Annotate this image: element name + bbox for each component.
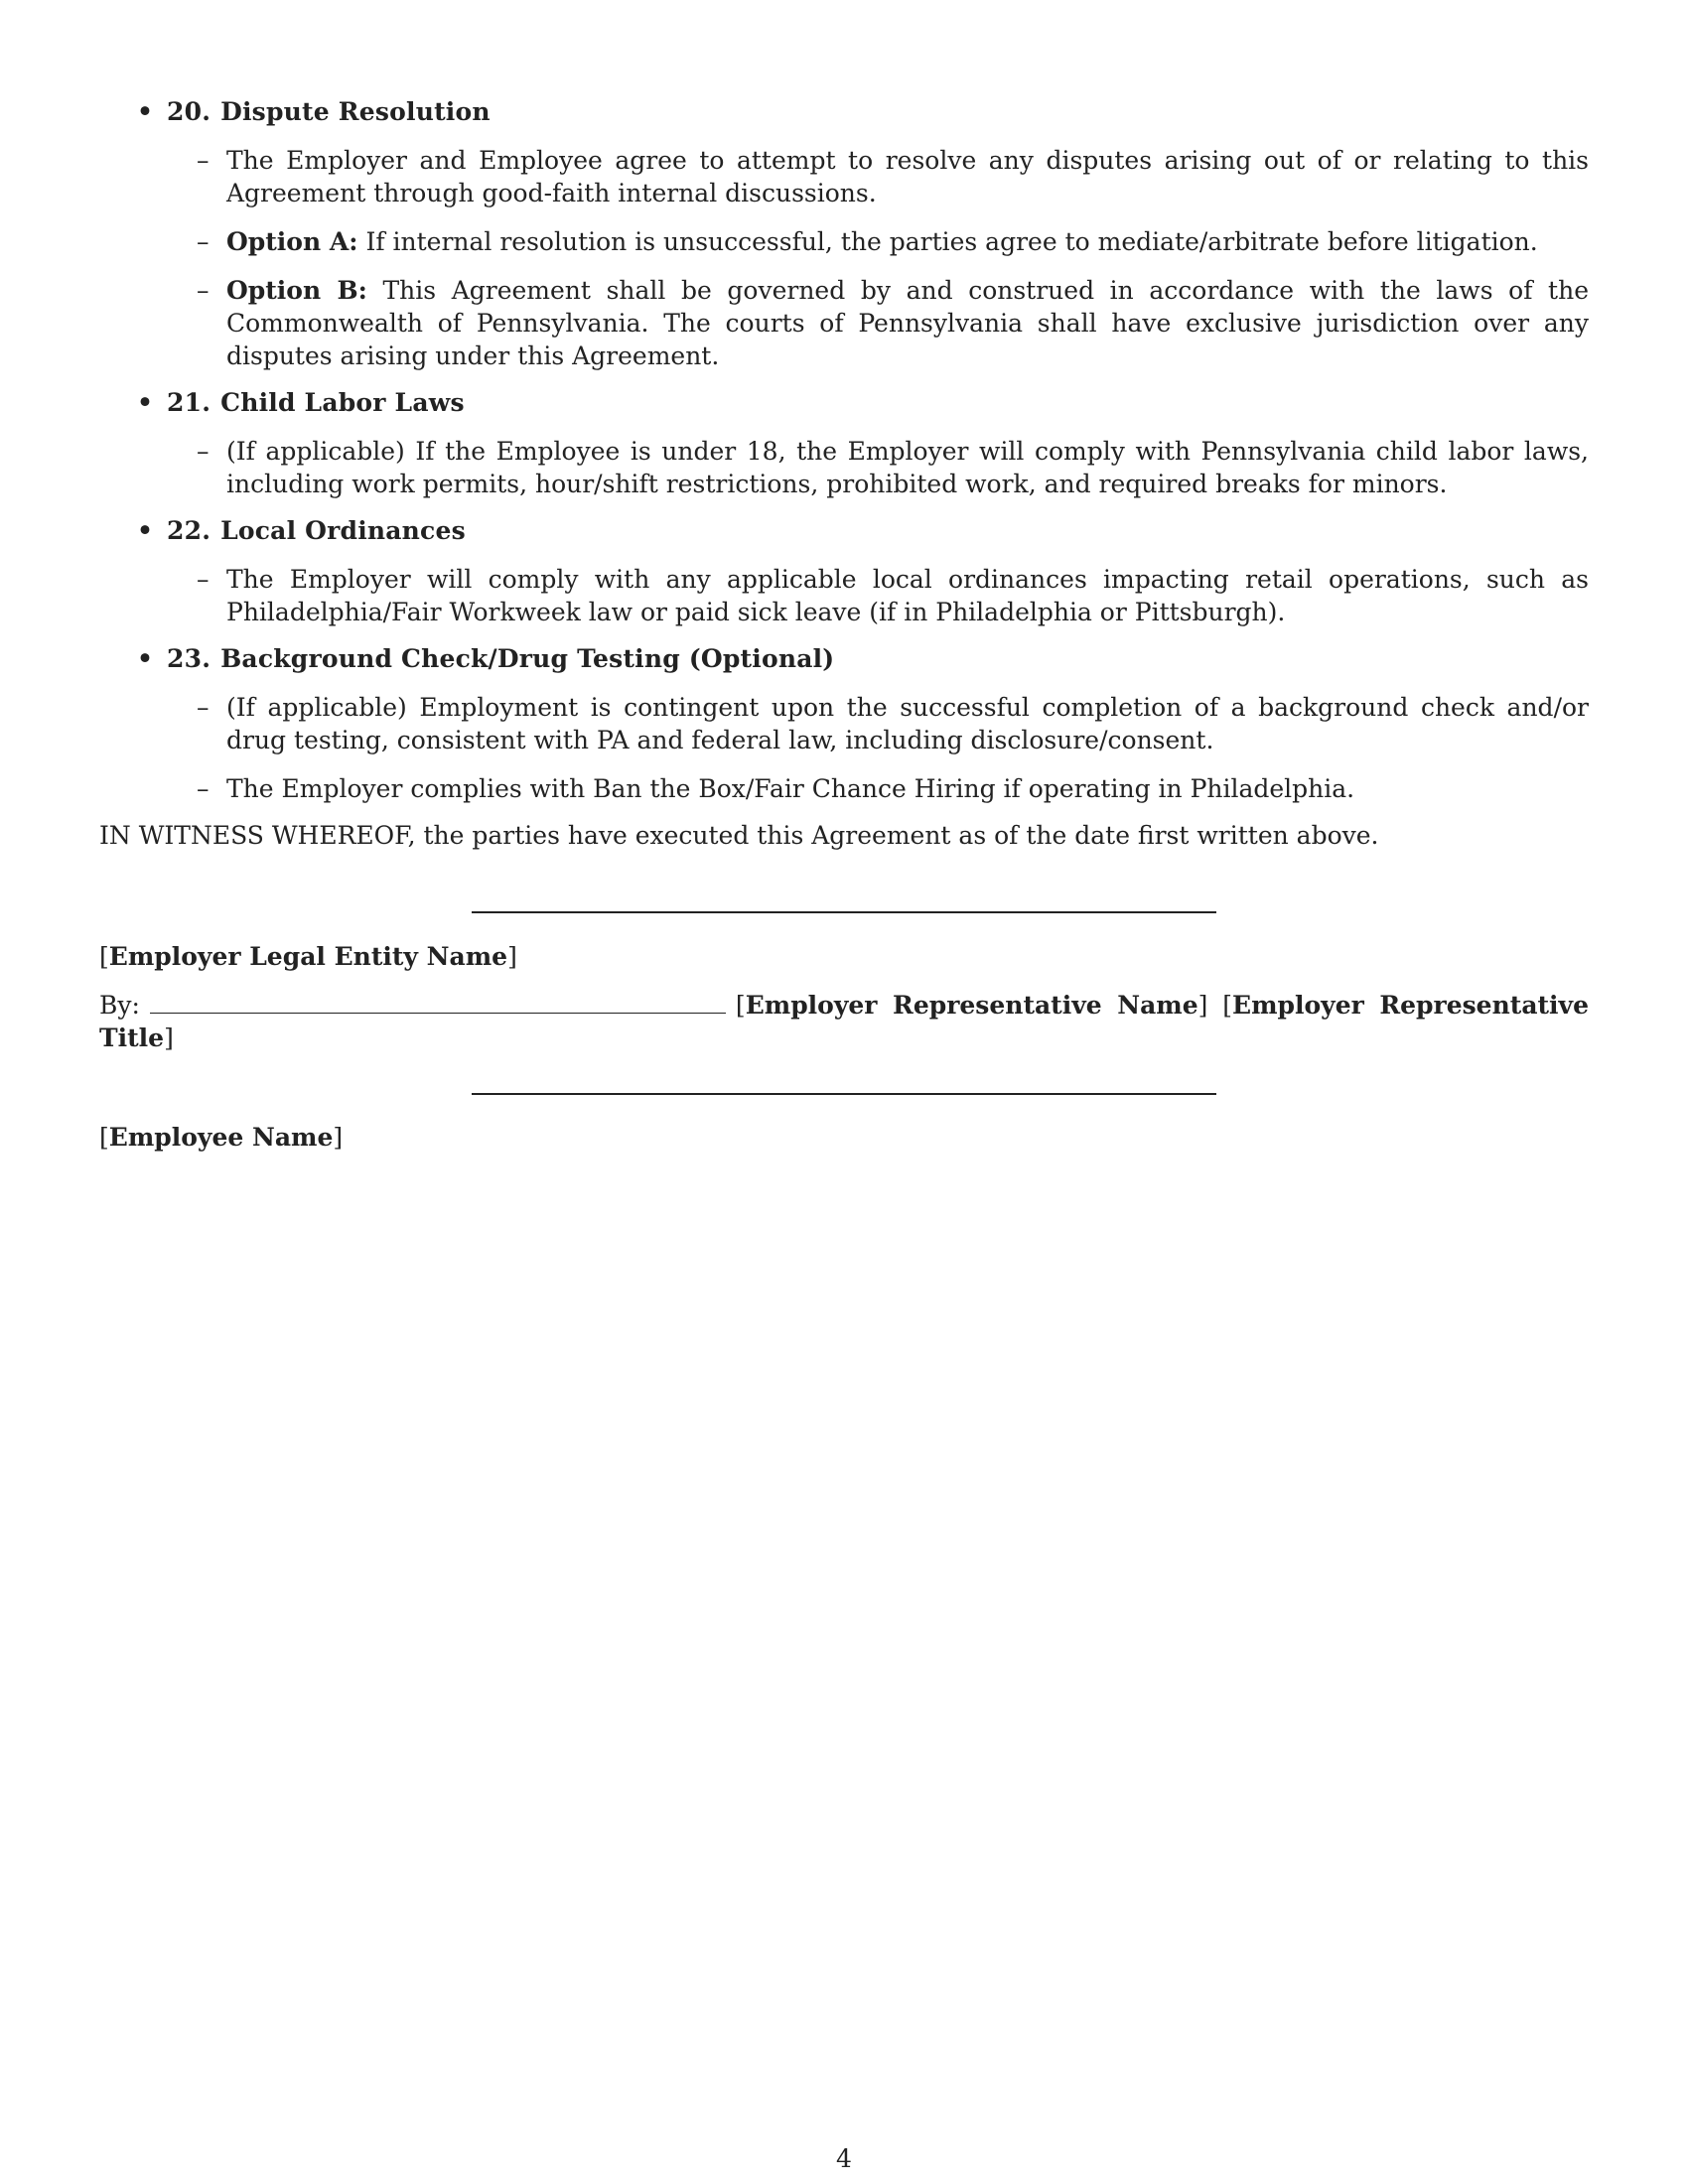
document-body bbox=[99, 95, 1589, 852]
dash-icon: – bbox=[197, 437, 210, 466]
section-number: 23. bbox=[167, 644, 211, 673]
section-title-text: Dispute Resolution bbox=[220, 97, 491, 126]
rep-title: Employer Representative Title bbox=[99, 991, 1589, 1052]
by-signature-line bbox=[150, 991, 726, 1014]
section-title bbox=[167, 514, 1589, 547]
sub-item-list bbox=[167, 691, 1589, 805]
item-text: The Employer complies with Ban the Box/Fair Chance Hiring if operating in Philadelphia. bbox=[226, 774, 1355, 803]
employer-signature-line bbox=[472, 911, 1216, 913]
dash-icon: – bbox=[197, 693, 210, 722]
section-title bbox=[167, 642, 1589, 675]
item-text: The Employer will comply with any applicable local ordinances impacting retail operations, such as Philadelphia/Fair Workweek law or paid sick leave (if in Philadelphia or Pittsburgh). bbox=[226, 565, 1589, 626]
dash-icon: – bbox=[197, 276, 210, 305]
employee-name-block: [Employee Name] bbox=[99, 1123, 344, 1152]
by-label: By: bbox=[99, 991, 140, 1020]
section-22 bbox=[99, 514, 1589, 628]
section-number: 21. bbox=[167, 388, 211, 417]
list-item bbox=[197, 563, 1589, 628]
dash-icon: – bbox=[197, 146, 210, 175]
item-text: If internal resolution is unsuccessful, the parties agree to mediate/arbitrate before litigation. bbox=[365, 227, 1538, 256]
dash-icon: – bbox=[197, 565, 210, 594]
witness-statement: IN WITNESS WHEREOF, the parties have executed this Agreement as of the date first written above. bbox=[99, 821, 1379, 850]
by-block: By: [Employer Representative Name] [Employer Representative Title] bbox=[99, 991, 1589, 1052]
section-title-text: Local Ordinances bbox=[220, 516, 466, 545]
employer-entity-block: [Employer Legal Entity Name] bbox=[99, 942, 517, 971]
item-text: This Agreement shall be governed by and construed in accordance with the laws of the Commonwealth of Pennsylvania. The courts of Pennsylvania shall have exclusive jurisdiction over any disputes arising under this Agreement. bbox=[226, 276, 1589, 370]
employee-name: Employee Name bbox=[108, 1123, 334, 1152]
item-text: (If applicable) Employment is contingent upon the successful completion of a background check and/or drug testing, consistent with PA and federal law, including disclosure/consent. bbox=[226, 693, 1589, 754]
list-item bbox=[197, 144, 1589, 209]
list-item bbox=[197, 225, 1589, 258]
list-item bbox=[197, 435, 1589, 500]
option-label: Option A: bbox=[226, 227, 358, 256]
section-20 bbox=[99, 95, 1589, 372]
section-23 bbox=[99, 642, 1589, 805]
sub-item-list bbox=[167, 563, 1589, 628]
section-title-text: Background Check/Drug Testing (Optional) bbox=[220, 644, 835, 673]
item-text: The Employer and Employee agree to attempt to resolve any disputes arising out of or relating to this Agreement through good-faith internal discussions. bbox=[226, 146, 1589, 207]
bullet-icon: • bbox=[137, 97, 153, 126]
section-number: 22. bbox=[167, 516, 211, 545]
option-label: Option B: bbox=[226, 276, 367, 305]
rep-name: Employer Representative Name bbox=[745, 991, 1198, 1020]
section-title-text: Child Labor Laws bbox=[220, 388, 465, 417]
item-text: (If applicable) If the Employee is under 18, the Employer will comply with Pennsylvania child labor laws, including work permits, hour/shift restrictions, prohibited work, and required breaks for minors. bbox=[226, 437, 1589, 498]
section-title bbox=[167, 95, 1589, 128]
dash-icon: – bbox=[197, 774, 210, 803]
section-21 bbox=[99, 386, 1589, 500]
list-item bbox=[197, 274, 1589, 372]
bullet-icon: • bbox=[137, 644, 153, 673]
employer-entity-name: Employer Legal Entity Name bbox=[108, 942, 508, 971]
bullet-icon: • bbox=[137, 516, 153, 545]
list-item bbox=[197, 691, 1589, 756]
sub-item-list bbox=[167, 435, 1589, 500]
list-item bbox=[197, 772, 1589, 805]
employee-signature-line bbox=[472, 1093, 1216, 1095]
sub-item-list bbox=[167, 144, 1589, 372]
bullet-icon: • bbox=[137, 388, 153, 417]
dash-icon: – bbox=[197, 227, 210, 256]
section-number: 20. bbox=[167, 97, 211, 126]
section-title bbox=[167, 386, 1589, 419]
page-number: 4 bbox=[836, 2144, 852, 2173]
